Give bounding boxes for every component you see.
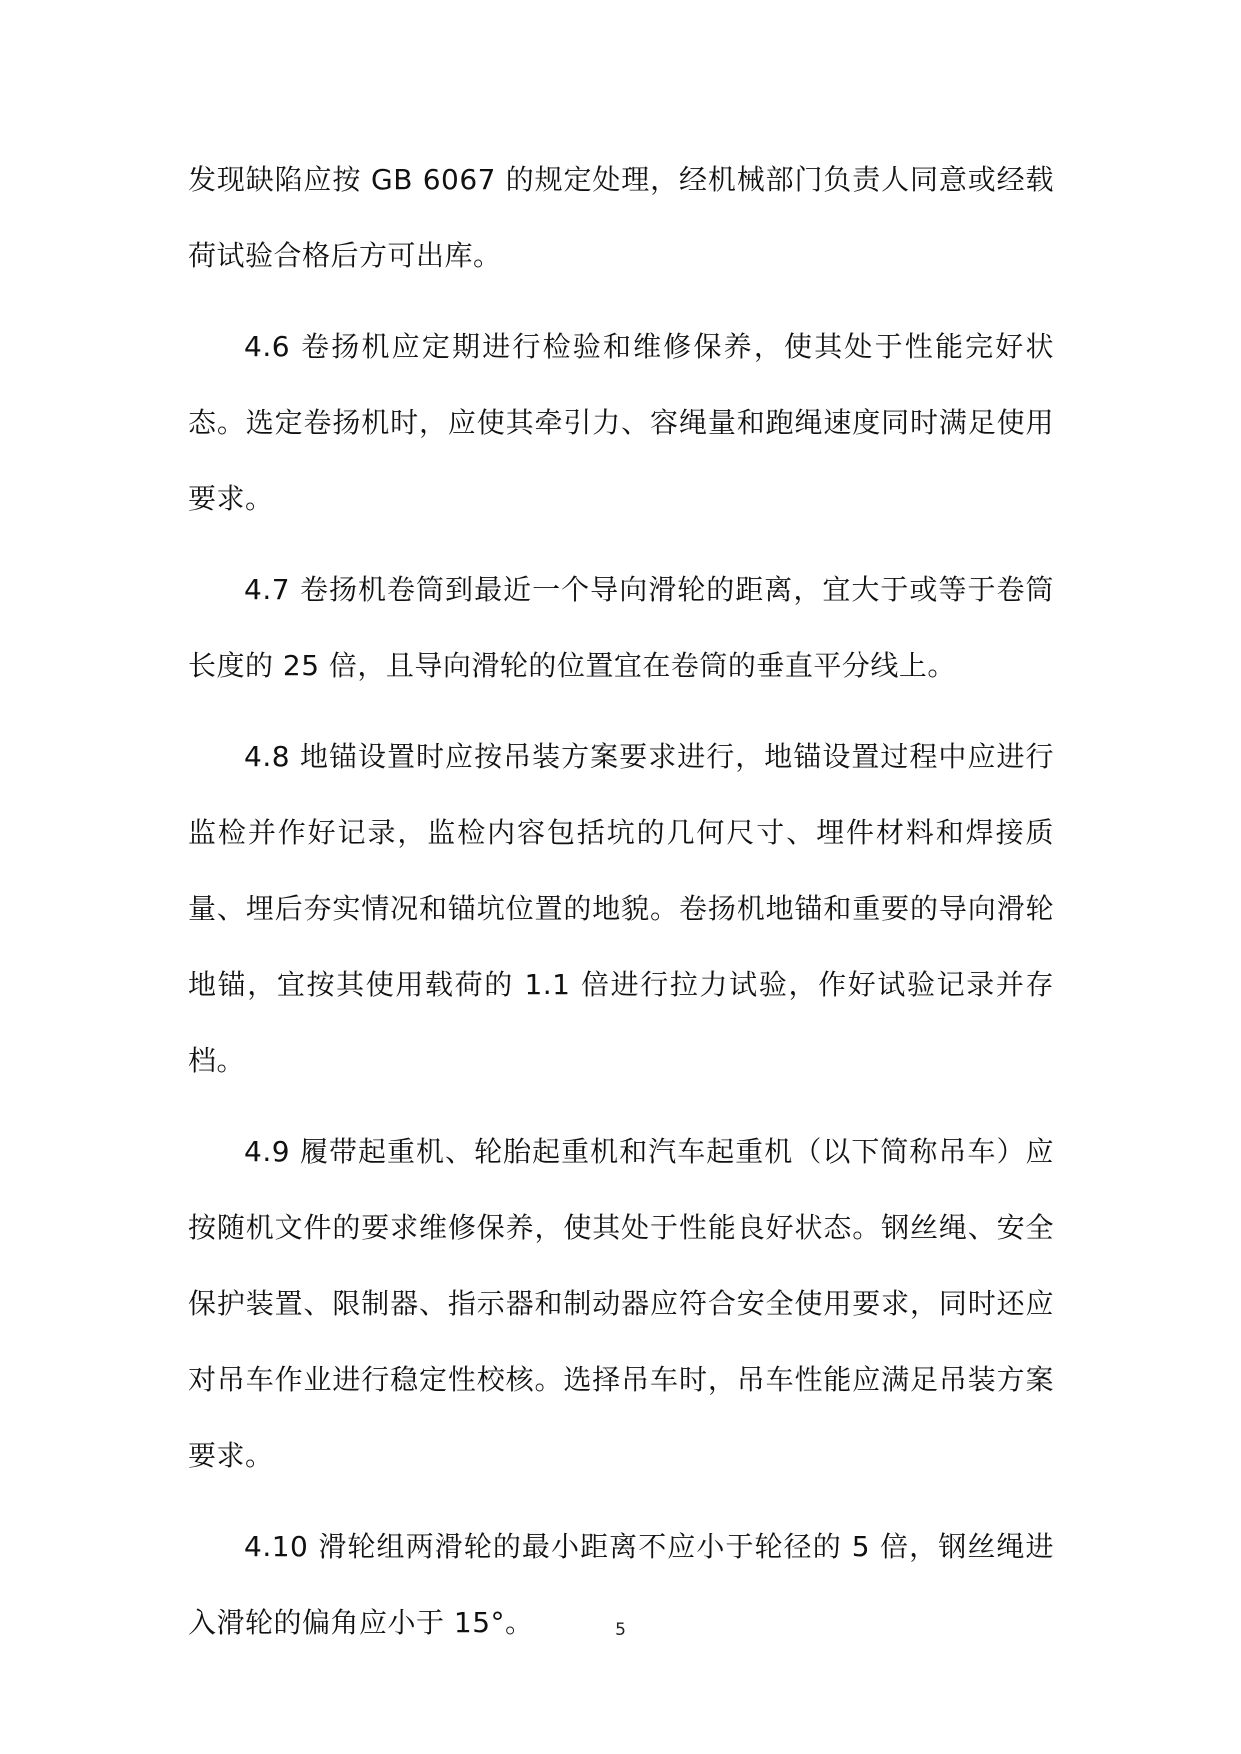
paragraph-4-8: 4.8 地锚设置时应按吊装方案要求进行，地锚设置过程中应进行监检并作好记录，监检内容包括坑的几何尺寸、埋件材料和焊接质量、埋后夯实情况和锚坑位置的地貌。卷扬机地锚和重要的导向滑轮地锚，宜按其使用载荷的 1.1 倍进行拉力试验，作好试验记录并存档。 xyxy=(188,740,1054,1077)
paragraph-4-10: 4.10 滑轮组两滑轮的最小距离不应小于轮径的 5 倍，钢丝绳进入滑轮的偏角应小于 15°。 xyxy=(188,1530,1054,1639)
paragraph-4-6: 4.6 卷扬机应定期进行检验和维修保养，使其处于性能完好状态。选定卷扬机时，应使其牵引力、容绳量和跑绳速度同时满足使用要求。 xyxy=(188,330,1054,515)
page-number: 5 xyxy=(615,1620,626,1640)
paragraph-4-7: 4.7 卷扬机卷筒到最近一个导向滑轮的距离，宜大于或等于卷筒长度的 25 倍，且导向滑轮的位置宜在卷筒的垂直平分线上。 xyxy=(188,573,1054,682)
paragraph-4-9: 4.9 履带起重机、轮胎起重机和汽车起重机（以下简称吊车）应按随机文件的要求维修保养，使其处于性能良好状态。钢丝绳、安全保护装置、限制器、指示器和制动器应符合安全使用要求，同时还应对吊车作业进行稳定性校核。选择吊车时，吊车性能应满足吊装方案要求。 xyxy=(188,1135,1054,1472)
body-text xyxy=(188,142,1054,1676)
paragraph-continuation: 发现缺陷应按 GB 6067 的规定处理，经机械部门负责人同意或经载荷试验合格后方可出库。 xyxy=(188,163,1054,272)
